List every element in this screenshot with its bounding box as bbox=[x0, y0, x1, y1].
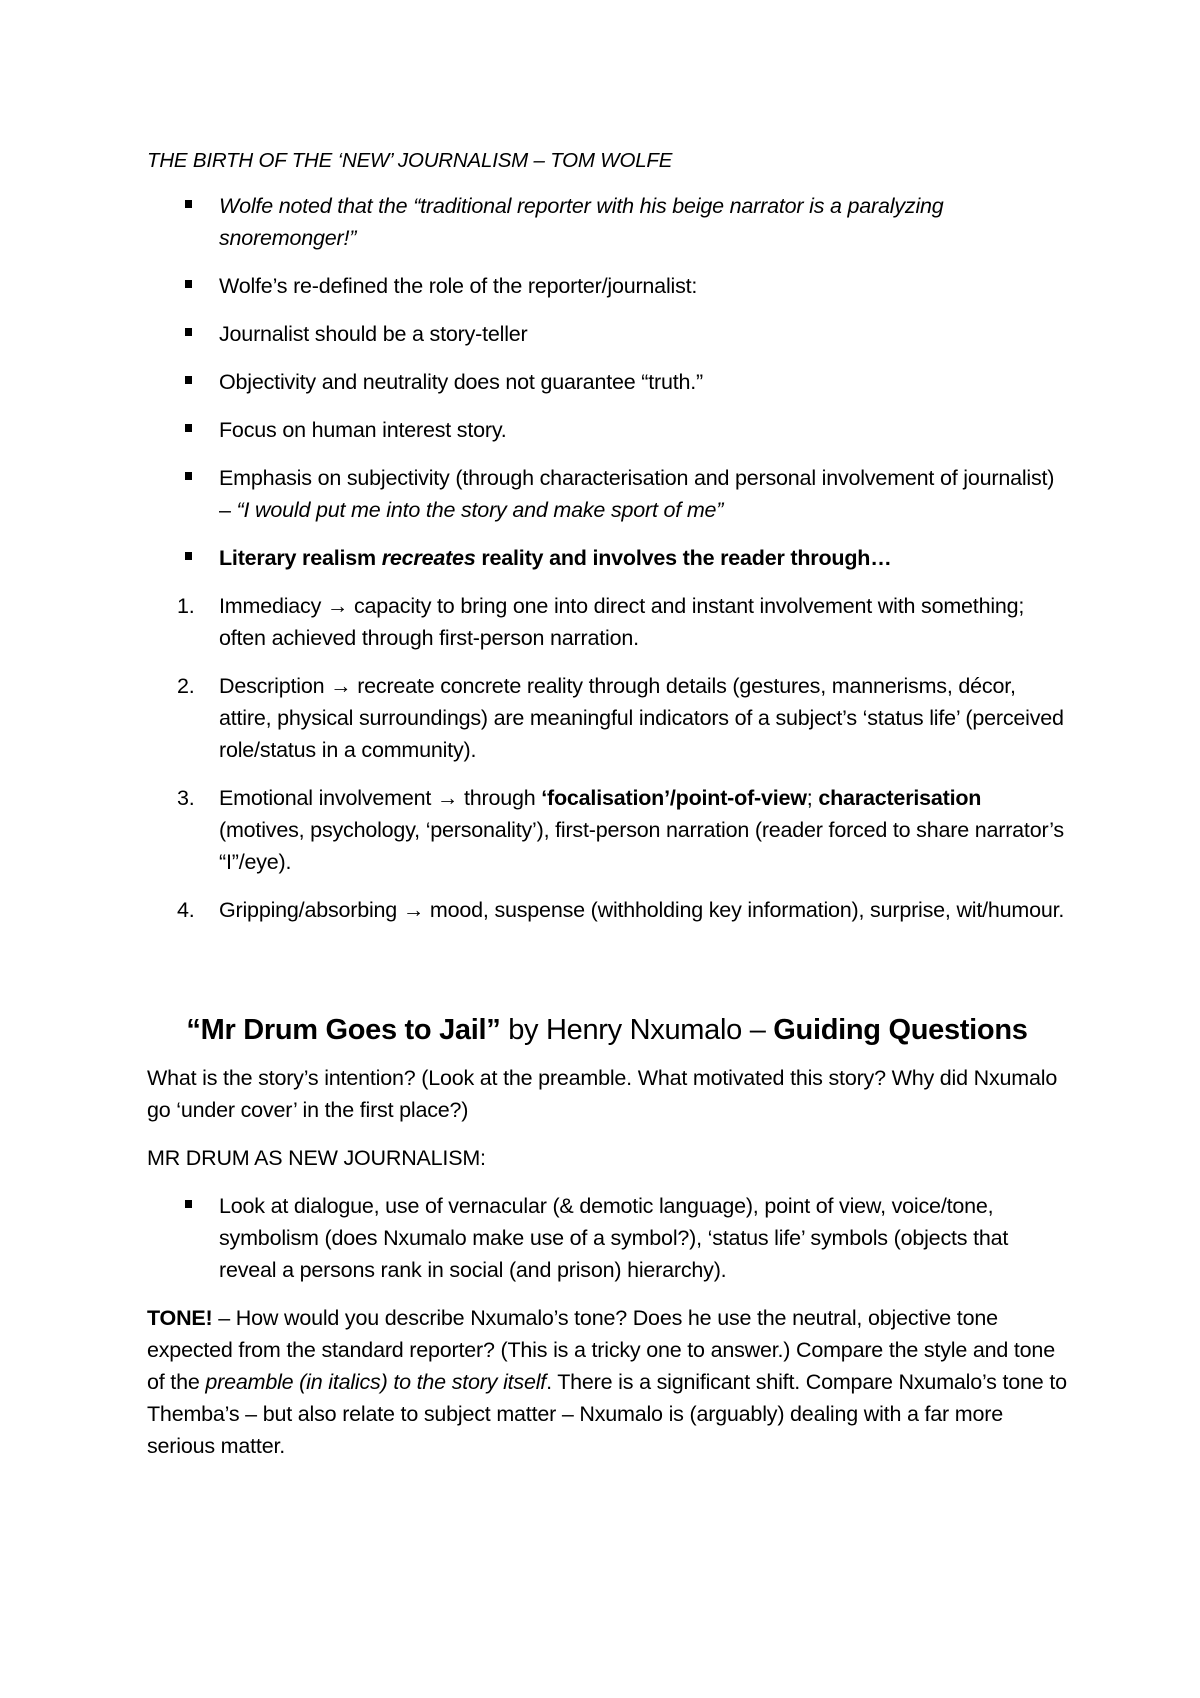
item-number: 4. bbox=[177, 898, 195, 922]
bullet-text: Literary realism bbox=[219, 546, 382, 570]
tone-text-end: . There is a significant shift. Compare Nxumalo’s tone to Themba’s – but also relate to subject matter – Nxumalo is (arguably) dealing with a far more serious matter. bbox=[147, 1370, 1067, 1458]
bullet-item bbox=[147, 270, 1067, 302]
subheading-mr-drum: MR DRUM AS NEW JOURNALISM: bbox=[147, 1146, 486, 1170]
bullet-quote: “I would put me into the story and make sport of me” bbox=[236, 498, 724, 522]
item-text: Description → recreate concrete reality through details (gestures, mannerisms, décor, attire, physical surroundings) are meaningful indicators of a subject’s ‘status life’ (perceived role/status in a community). bbox=[219, 674, 1064, 762]
section-title-new-journalism: THE BIRTH OF THE ‘NEW’ JOURNALISM – TOM WOLFE bbox=[147, 149, 673, 172]
bullet-item bbox=[147, 542, 1067, 574]
heading-story-title: “Mr Drum Goes to Jail” bbox=[186, 1014, 501, 1046]
tone-paragraph bbox=[147, 1302, 1067, 1462]
item-number: 3. bbox=[177, 786, 195, 810]
document-body bbox=[147, 145, 1067, 1478]
item-text: Gripping/absorbing → mood, suspense (withholding key information), surprise, wit/humour. bbox=[219, 898, 1065, 922]
bullet-square-icon bbox=[185, 328, 192, 336]
bullet-square-icon bbox=[185, 1200, 192, 1208]
section-heading-guiding-questions bbox=[147, 1010, 1067, 1050]
bullet-text: Focus on human interest story. bbox=[219, 418, 507, 442]
bullet-square-icon bbox=[185, 472, 192, 480]
bullet-text: Emphasis on subjectivity (through characterisation and personal involvement of journalist) – bbox=[219, 466, 1055, 522]
tone-italic: preamble (in italics) to the story itself bbox=[205, 1370, 547, 1394]
item-bold-term: ‘focalisation’/point-of-view bbox=[541, 786, 807, 810]
bullet-text: Objectivity and neutrality does not guarantee “truth.” bbox=[219, 370, 703, 394]
bullet-text: Journalist should be a story-teller bbox=[219, 322, 528, 346]
bullet-item bbox=[147, 366, 1067, 398]
numbered-item bbox=[147, 894, 1067, 926]
bullet-emphasis: recreates bbox=[381, 546, 476, 570]
item-bold-term: characterisation bbox=[818, 786, 982, 810]
tone-label: TONE! bbox=[147, 1306, 213, 1330]
bullet-text-end: reality and involves the reader through… bbox=[475, 546, 892, 570]
item-text: ; bbox=[806, 786, 819, 810]
numbered-item bbox=[147, 670, 1067, 766]
bullet-square-icon bbox=[185, 552, 192, 560]
numbered-item bbox=[147, 782, 1067, 878]
item-number: 2. bbox=[177, 674, 195, 698]
bullet-text: Look at dialogue, use of vernacular (& demotic language), point of view, voice/tone, symbolism (does Nxumalo make use of a symbol?), ‘status life’ symbols (objects that reveal a persons rank in social (and prison) hierarchy). bbox=[219, 1194, 1009, 1282]
bullet-text: Wolfe noted that the “traditional reporter with his beige narrator is a paralyzing snoremonger!” bbox=[219, 194, 944, 250]
bullet-square-icon bbox=[185, 280, 192, 288]
bullet-item bbox=[147, 318, 1067, 350]
bullet-square-icon bbox=[185, 200, 192, 208]
bullet-text: Wolfe’s re-defined the role of the reporter/journalist: bbox=[219, 274, 698, 298]
heading-guiding: Guiding Questions bbox=[773, 1014, 1028, 1046]
bullet-item bbox=[147, 462, 1067, 526]
item-text: (motives, psychology, ‘personality’), first-person narration (reader forced to share narrator’s “I”/eye). bbox=[219, 818, 1064, 874]
item-text: Emotional involvement → through bbox=[219, 786, 542, 810]
numbered-item bbox=[147, 590, 1067, 654]
bullet-item bbox=[147, 190, 1067, 254]
item-text: Immediacy → capacity to bring one into direct and instant involvement with something; often achieved through first-person narration. bbox=[219, 594, 1025, 650]
item-number: 1. bbox=[177, 594, 195, 618]
bullet-item bbox=[147, 1190, 1067, 1286]
bullet-square-icon bbox=[185, 424, 192, 432]
heading-author: by Henry Nxumalo – bbox=[500, 1014, 774, 1046]
intention-paragraph: What is the story’s intention? (Look at the preamble. What motivated this story? Why did Nxumalo go ‘under cover’ in the first place?) bbox=[147, 1066, 1058, 1122]
bullet-item bbox=[147, 414, 1067, 446]
tone-text: – How would you describe Nxumalo’s tone? Does he use the neutral, objective tone expected from the standard reporter? (This is a tricky one to answer.) Compare the style and tone of the bbox=[147, 1306, 1055, 1394]
bullet-square-icon bbox=[185, 376, 192, 384]
